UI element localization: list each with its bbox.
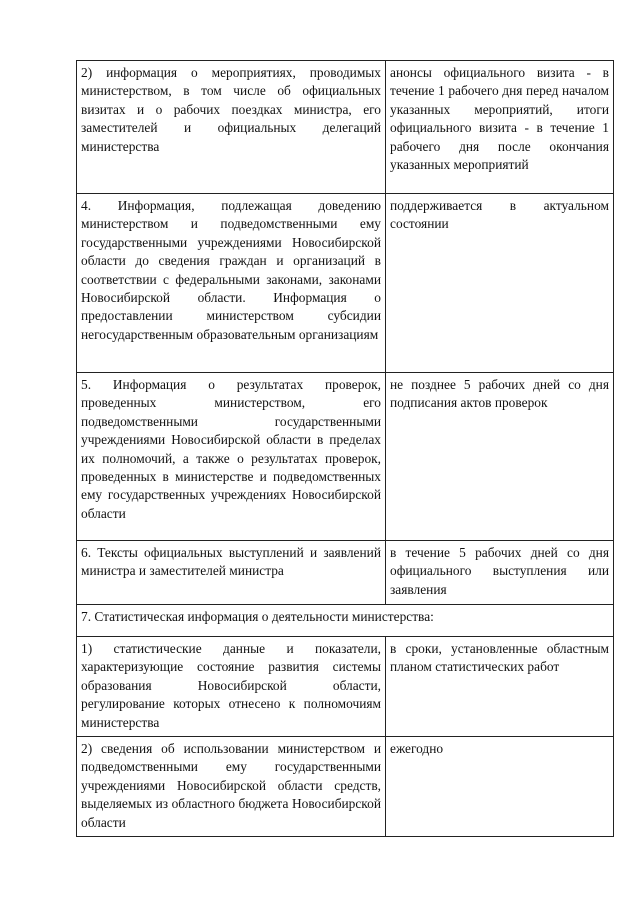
info-deadline-text: не позднее 5 рабочих дней со дня подписания актов проверок [390, 377, 609, 411]
info-description-text: 2) информация о мероприятиях, проводимых министерством, в том числе об официальных визитах и о рабочих поездках министра, его заместителей и официальных делегаций министерства [81, 65, 381, 154]
info-deadline-text: в сроки, установленные областным планом статистических работ [390, 641, 609, 675]
info-description-text: 1) статистические данные и показатели, характеризующие состояние развития системы образования Новосибирской области, регулирование которых отнесено к полномочиям министерства [81, 641, 381, 730]
table-row [77, 373, 614, 541]
info-deadline-text: ежегодно [390, 741, 444, 757]
table-row [77, 194, 614, 373]
info-description-text: 2) сведения об использовании министерством и подведомственными ему государственными учреждениями Новосибирской области средств, выделяемых из областного бюджета Новосибирской области [81, 741, 381, 830]
info-description-cell [77, 737, 386, 837]
table-row [77, 61, 614, 194]
info-deadline-cell [386, 737, 614, 837]
section-heading-text: 7. Статистическая информация о деятельности министерства: [81, 609, 434, 624]
info-deadline-cell [386, 637, 614, 737]
info-deadline-text: в течение 5 рабочих дней со дня официального выступления или заявления [390, 545, 609, 597]
info-description-cell [77, 541, 386, 605]
table-row [77, 541, 614, 605]
info-deadline-cell [386, 541, 614, 605]
info-description-cell [77, 194, 386, 373]
info-deadline-cell [386, 61, 614, 194]
table-row [77, 637, 614, 737]
table-row [77, 737, 614, 837]
info-description-text: 5. Информация о результатах проверок, проведенных министерством, его подведомственными государственными учреждениями Новосибирской области в пределах их полномочий, а также о результатах проверок, проведенных в министерстве и подведомственных ему государственных учреждениях Новосибирской области [81, 377, 381, 521]
info-deadline-cell [386, 373, 614, 541]
info-description-cell [77, 637, 386, 737]
section-heading-cell [77, 605, 614, 637]
info-description-text: 6. Тексты официальных выступлений и заявлений министра и заместителей министра [81, 545, 381, 579]
info-deadline-cell [386, 194, 614, 373]
information-table [76, 60, 614, 837]
info-deadline-text: поддерживается в актуальном состоянии [390, 198, 609, 232]
info-deadline-text: анонсы официального визита - в течение 1 рабочего дня перед началом указанных мероприятий, итоги официального визита - в течение 1 рабочего дня после окончания указанных мероприятий [390, 65, 609, 173]
info-description-cell [77, 61, 386, 194]
info-description-cell [77, 373, 386, 541]
info-description-text: 4. Информация, подлежащая доведению министерством и подведомственными ему государственными учреждениями Новосибирской области до сведения граждан и организаций в соответствии с федеральными законами, законами Новосибирской области. Информация о предоставлении министерством субсидии негосударственным образовательным организациям [81, 198, 381, 342]
table-section-row [77, 605, 614, 637]
document-page [76, 60, 611, 837]
